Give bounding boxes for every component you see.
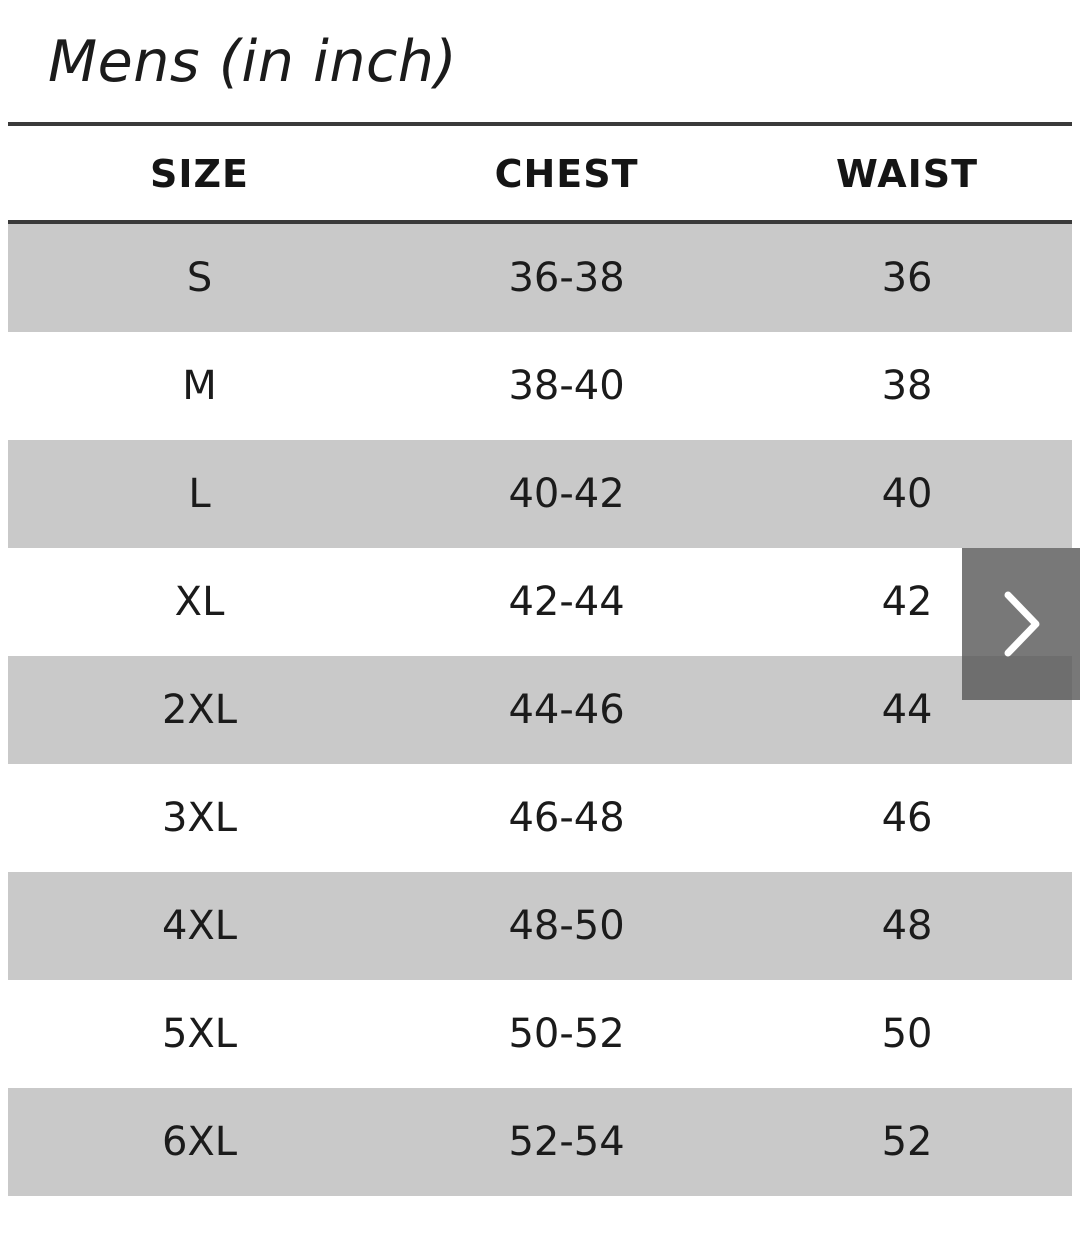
cell-chest: 42-44 [391, 548, 742, 656]
table-row [8, 656, 1072, 764]
cell-waist: 42 [742, 548, 1072, 656]
cell-waist: 40 [742, 440, 1072, 548]
table-row [8, 440, 1072, 548]
table-row [8, 332, 1072, 440]
table-row [8, 872, 1072, 980]
table-row [8, 1088, 1072, 1196]
cell-waist: 50 [742, 980, 1072, 1088]
cell-chest: 36-38 [391, 222, 742, 332]
cell-waist: 48 [742, 872, 1072, 980]
cell-waist: 38 [742, 332, 1072, 440]
cell-waist: 36 [742, 222, 1072, 332]
cell-size: 3XL [8, 764, 391, 872]
column-header-chest: CHEST [391, 126, 742, 222]
cell-chest: 50-52 [391, 980, 742, 1088]
page-title: Mens (in inch) [48, 29, 458, 95]
cell-chest: 44-46 [391, 656, 742, 764]
cell-size: S [8, 222, 391, 332]
cell-waist: 44 [742, 656, 1072, 764]
cell-chest: 46-48 [391, 764, 742, 872]
cell-chest: 48-50 [391, 872, 742, 980]
table-row [8, 980, 1072, 1088]
column-header-size: SIZE [8, 126, 391, 222]
table-row [8, 222, 1072, 332]
cell-chest: 52-54 [391, 1088, 742, 1196]
cell-size: 5XL [8, 980, 391, 1088]
next-image-button[interactable] [962, 548, 1080, 700]
column-header-waist: WAIST [742, 126, 1072, 222]
cell-size: L [8, 440, 391, 548]
cell-waist: 46 [742, 764, 1072, 872]
cell-chest: 38-40 [391, 332, 742, 440]
table-header-row [8, 126, 1072, 222]
chevron-right-icon [998, 587, 1044, 661]
cell-chest: 40-42 [391, 440, 742, 548]
table-row [8, 764, 1072, 872]
cell-size: 4XL [8, 872, 391, 980]
table-row [8, 548, 1072, 656]
cell-size: 2XL [8, 656, 391, 764]
cell-waist: 52 [742, 1088, 1072, 1196]
cell-size: XL [8, 548, 391, 656]
cell-size: M [8, 332, 391, 440]
cell-size: 6XL [8, 1088, 391, 1196]
size-chart-table [8, 126, 1072, 1196]
